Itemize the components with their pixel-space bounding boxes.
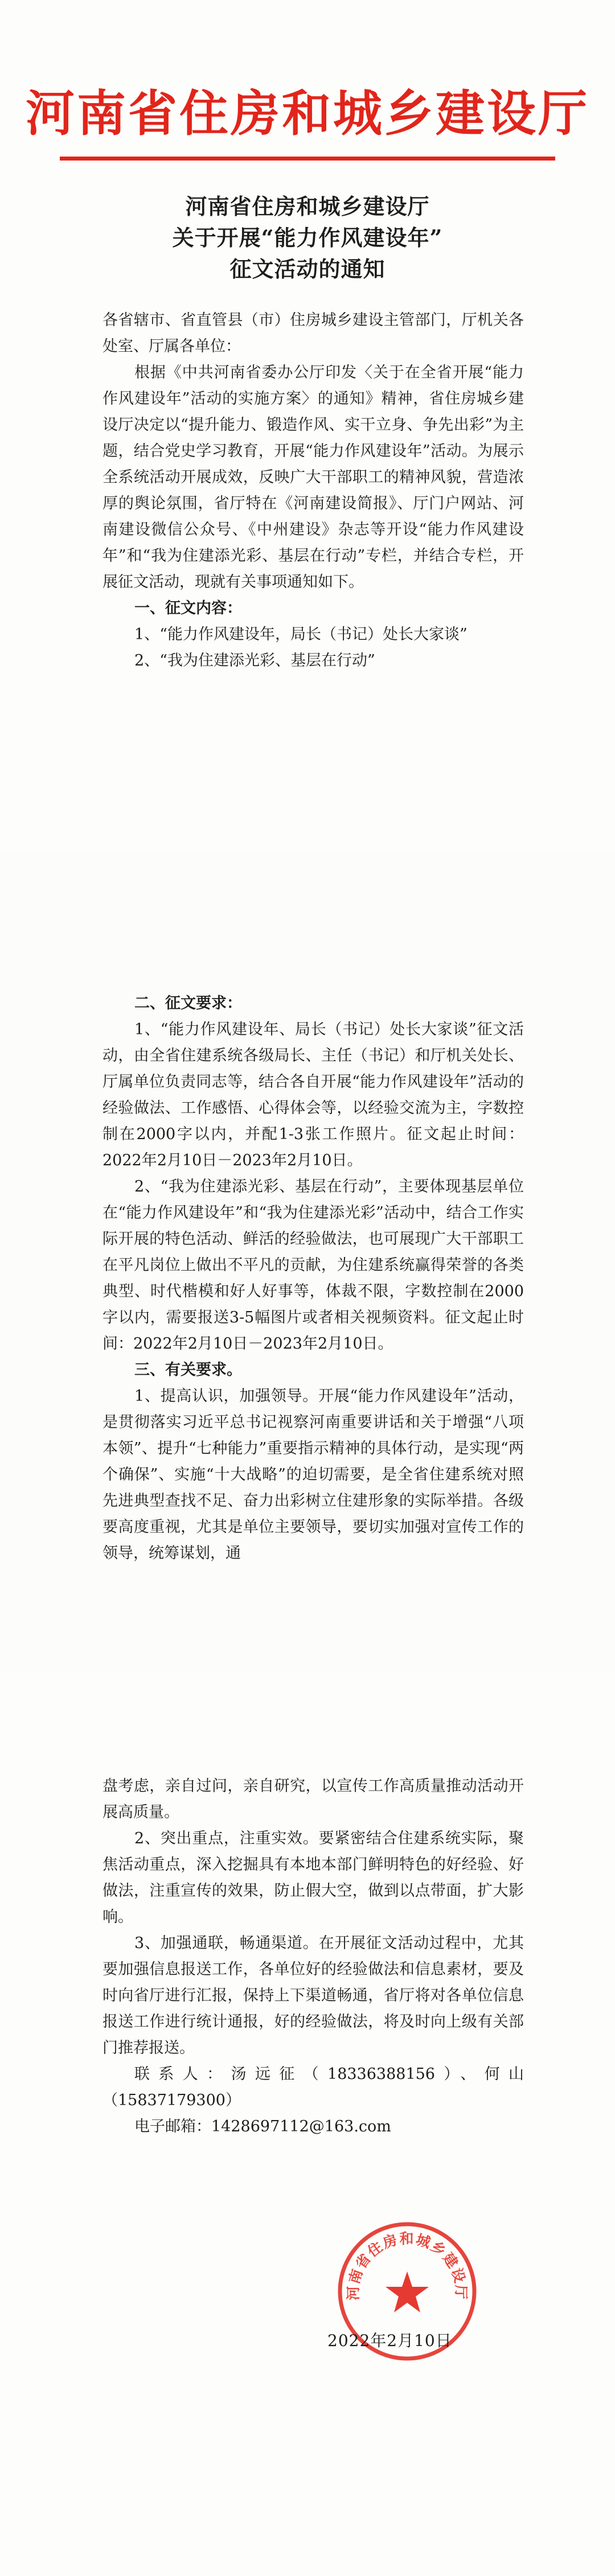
seal-text: 河南省住房和城乡建设厅	[345, 2230, 470, 2300]
seal-star-icon	[386, 2271, 429, 2312]
section3-heading: 三、有关要求。	[134, 1361, 242, 1379]
page1-body	[102, 307, 524, 674]
title-line-2: 关于开展“能力作风建设年”	[172, 225, 443, 250]
section3-paragraph-1-continued: 盘考虑，亲自过问，亲自研究，以宣传工作高质量推动活动开展高质量。	[102, 1777, 524, 1821]
section2-paragraph-1: 1、“能力作风建设年、局长（书记）处长大家谈”征文活动，由全省住建系统各级局长、主任（书记）和厅机关处长、厅属单位负责同志等，结合各自开展“能力作风建设年”活动的经验做法、工作感悟、心得体会等，以经验交流为主，字数控制在2000字以内，并配1-3张工作照片。征文起止时间：2022年2月10日－2023年2月10日。	[102, 1021, 524, 1169]
contact-email: 电子邮箱：1428697112@163.com	[134, 2118, 391, 2135]
page3-body	[102, 1773, 524, 2140]
page2-body	[102, 991, 524, 1567]
document-page-3	[0, 1679, 615, 2576]
document-title	[0, 191, 615, 285]
section2-heading: 二、征文要求：	[134, 995, 242, 1012]
section3-paragraph-1: 1、提高认识，加强领导。开展“能力作风建设年”活动，是贯彻落实习近平总书记视察河南重要讲话和关于增强“八项本领”、提升“七种能力”重要指示精神的具体行动，是实现“两个确保”、实施“十大战略”的迫切需要，是全省住建系统对照先进典型查找不足、奋力出彩树立住建形象的实际举措。各级要高度重视，尤其是单位主要领导，要切实加强对宣传工作的领导，统筹谋划，通	[102, 1387, 524, 1562]
addressee: 各省辖市、省直管县（市）住房城乡建设主管部门，厅机关各处室、厅属各单位：	[102, 311, 524, 355]
document-page-1	[0, 0, 615, 854]
title-line-3: 征文活动的通知	[229, 256, 386, 282]
section1-item-1: 1、“能力作风建设年，局长（书记）处长大家谈”	[134, 626, 468, 643]
document-page-2	[0, 854, 615, 1679]
section3-paragraph-3: 3、加强通联，畅通渠道。在开展征文活动过程中，尤其要加强信息报送工作，各单位好的经验做法和信息素材，要及时向省厅进行汇报，保持上下渠道畅通，省厅将对各单位信息报送工作进行统计通报，好的经验做法，将及时向上级有关部门推荐报送。	[102, 1934, 524, 2057]
masthead-red-rule	[60, 157, 555, 161]
section2-paragraph-2: 2、“我为住建添光彩、基层在行动”，主要体现基层单位在“能力作风建设年”和“我为住建添光彩”活动中，结合工作实际开展的特色活动、鲜活的经验做法，也可展现广大干部职工在平凡岗位上做出不平凡的贡献，为住建系统赢得荣誉的各类典型、时代楷模和好人好事等，体裁不限，字数控制在2000字以内，需要报送3-5幅图片或者相关视频资料。征文起止时间：2022年2月10日－2023年2月10日。	[102, 1178, 524, 1353]
issue-date: 2022年2月10日	[327, 2331, 452, 2350]
section1-item-2: 2、“我为住建添光彩、基层在行动”	[134, 652, 375, 669]
masthead-title: 河南省住房和城乡建设厅	[26, 85, 589, 142]
section1-heading: 一、征文内容：	[134, 599, 242, 617]
section3-paragraph-2: 2、突出重点，注重实效。要紧密结合住建系统实际，聚焦活动重点，深入挖掘具有本地本部门鲜明特色的好经验、好做法，注重宣传的效果，防止假大空，做到以点带面，扩大影响。	[102, 1830, 524, 1926]
contact-people: 联系人：汤远征（18336388156）、何山（15837179300）	[102, 2065, 524, 2109]
intro-paragraph: 根据《中共河南省委办公厅印发〈关于在全省开展“能力作风建设年”活动的实施方案〉的通知》精神，省住房城乡建设厅决定以“提升能力、锻造作风、实干立身、争先出彩”为主题，结合党史学习教育，开展“能力作风建设年”活动。为展示全系统活动开展成效，反映广大干部职工的精神风貌，营造浓厚的舆论氛围，省厅特在《河南建设简报》、厅门户网站、河南建设微信公众号、《中州建设》杂志等开设“能力作风建设年”和“我为住建添光彩、基层在行动”专栏，并结合专栏，开展征文活动，现就有关事项通知如下。	[102, 364, 524, 591]
title-line-1: 河南省住房和城乡建设厅	[185, 194, 430, 219]
